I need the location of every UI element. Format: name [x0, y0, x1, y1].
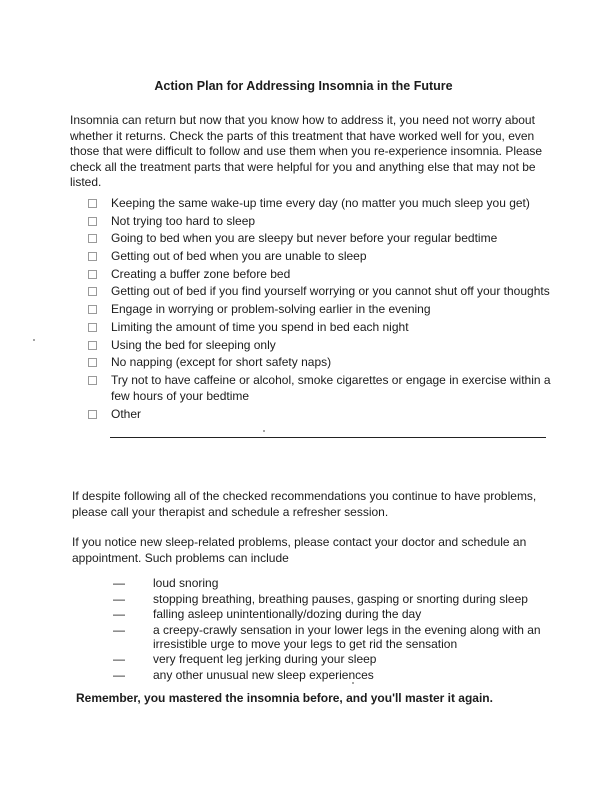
- scan-speck: [352, 682, 354, 684]
- refresher-paragraph: If despite following all of the checked recommendations you continue to have problems, please call your therapist and schedule a refresher session.: [72, 489, 537, 519]
- checklist-item-text: Getting out of bed if you find yourself worrying or you cannot shut off your thoughts: [111, 284, 550, 299]
- scan-speck: [33, 339, 35, 341]
- symptom-text: any other unusual new sleep experiences: [153, 667, 374, 682]
- symptom-text: loud snoring: [153, 576, 219, 590]
- checkbox[interactable]: [88, 287, 97, 296]
- checklist-item: [88, 319, 568, 335]
- symptom-text: very frequent leg jerking during your sleep: [153, 652, 377, 666]
- list-item: [113, 607, 553, 621]
- list-item: [113, 576, 553, 590]
- dash-marker: —: [113, 576, 125, 590]
- intro-paragraph: Insomnia can return but now that you know how to address it, you need not worry about whether it returns. Check the parts of this treatment that have worked well for you, even those that were difficult to follow and use them when you re-experience insomnia. Please check all the treatment parts that were helpful for you and anything else that may not be listed.: [70, 113, 543, 189]
- checklist-item: [88, 248, 568, 264]
- doctor-paragraph: If you notice new sleep-related problems, please contact your doctor and schedule an appointment. Such problems can include: [72, 535, 527, 565]
- list-item: [113, 668, 553, 682]
- checklist-item-text: Going to bed when you are sleepy but never before your regular bedtime: [111, 231, 498, 246]
- dash-marker: —: [113, 667, 125, 682]
- symptom-text: a creepy-crawly sensation in your lower legs in the evening along with an irresistible urge to move your legs to get rid the sensation: [153, 622, 541, 651]
- dash-marker: —: [113, 607, 125, 621]
- checklist-item: [88, 337, 568, 353]
- checklist-item-text: Other: [111, 406, 142, 421]
- checklist-item-text: Creating a buffer zone before bed: [111, 266, 291, 281]
- checkbox[interactable]: [88, 358, 97, 367]
- checklist-item-text: Engage in worrying or problem-solving earlier in the evening: [111, 302, 431, 317]
- checklist-item-text: Keeping the same wake-up time every day (no matter you much sleep you get): [111, 196, 530, 210]
- symptom-text: stopping breathing, breathing pauses, gasping or snorting during sleep: [153, 591, 528, 606]
- checklist-item-text: Limiting the amount of time you spend in bed each night: [111, 319, 409, 334]
- checklist-item-other: [88, 406, 568, 422]
- checkbox[interactable]: [88, 410, 97, 419]
- checklist-item-text: No napping (except for short safety naps): [111, 355, 332, 370]
- symptom-list: [113, 576, 553, 683]
- checklist-item-text: Using the bed for sleeping only: [111, 337, 276, 352]
- checkbox[interactable]: [88, 217, 97, 226]
- checklist-item: [88, 195, 568, 211]
- closing-statement: Remember, you mastered the insomnia before, and you'll master it again.: [76, 691, 493, 705]
- checkbox[interactable]: [88, 234, 97, 243]
- checkbox[interactable]: [88, 323, 97, 332]
- dash-marker: —: [113, 622, 125, 637]
- checklist-item: [88, 266, 568, 282]
- list-item: [113, 623, 553, 651]
- checkbox[interactable]: [88, 199, 97, 208]
- checklist-item-text: Not trying too hard to sleep: [111, 213, 256, 228]
- scan-speck: [263, 430, 265, 432]
- checkbox[interactable]: [88, 376, 97, 385]
- checkbox[interactable]: [88, 341, 97, 350]
- checklist-item: [88, 372, 568, 404]
- other-write-in-line[interactable]: [110, 437, 546, 438]
- symptom-text: falling asleep unintentionally/dozing during the day: [153, 607, 422, 621]
- dash-marker: —: [113, 591, 125, 606]
- list-item: [113, 592, 553, 606]
- checklist-item-text: Try not to have caffeine or alcohol, smoke cigarettes or engage in exercise within a few hours of your bedtime: [111, 372, 551, 403]
- treatment-checklist: [88, 195, 568, 423]
- checklist-item-text: Getting out of bed when you are unable to sleep: [111, 249, 367, 264]
- checkbox[interactable]: [88, 270, 97, 279]
- checklist-item: [88, 301, 568, 317]
- checklist-item: [88, 283, 568, 299]
- checklist-item: [88, 213, 568, 229]
- dash-marker: —: [113, 652, 125, 666]
- page-title: Action Plan for Addressing Insomnia in the Future: [154, 79, 453, 93]
- list-item: [113, 652, 553, 666]
- checklist-item: [88, 230, 568, 246]
- checkbox[interactable]: [88, 305, 97, 314]
- checklist-item: [88, 354, 568, 370]
- checkbox[interactable]: [88, 252, 97, 261]
